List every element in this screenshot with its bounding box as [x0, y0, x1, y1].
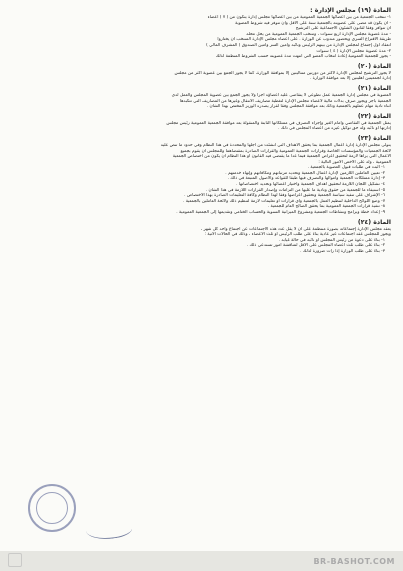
- article-22: [14, 113, 391, 132]
- watermark-text: BR-BASHOT.COM: [313, 557, 395, 566]
- list-item: ٣- إدارة ممتلكات الجمعية وأموالها والتصرف فيها طبقاً للقواعد والأصول المتبعة في ذلك .: [227, 176, 385, 182]
- article-19: [14, 7, 391, 60]
- article-heading: المادة (٢٣): [357, 134, 391, 142]
- article-23: [14, 135, 391, 216]
- list-item: ٦- الإشراف على تنفيذ سياسة الجمعية وتحقيق أغراضها وفقاً لهذا النظام وكافة التعليمات الصادرة بهذا الاختصاص .: [184, 193, 385, 199]
- list-item: ١- البت في طلبات قبول العضوية بالجمعية .: [307, 165, 385, 171]
- article-heading: المادة (٢١): [357, 84, 391, 92]
- article-24: [14, 219, 391, 255]
- text-line: الأعمال التي يراها لازمة لتحقيق أغراض الجمعية فيما عدا ما يقتضي فيه القانون أو هذا النظام أن يكون من اختصاص الجمعية: [172, 154, 391, 160]
- document-body: [14, 4, 391, 255]
- list-item: ٧- وضع اللوائح الداخلية لتنظيم العمل بالجمعية وأي قرارات أو تعليمات لازمة لتنظيم ذلك ولائحة العاملين بالجمعية .: [183, 198, 385, 204]
- text-line: يتولى مجلس الإدارة إدارة أعمال الجمعية بما يحقق الأهداف التي أنشئت من أجلها والمحددة في هذا النظام وفي حدود ما تنص عليه: [160, 142, 391, 148]
- article-20: [14, 63, 391, 82]
- text-line: ٢- مدة عضوية مجلس الإدارة ( ٤ ) سنوات: [316, 48, 391, 54]
- article-21: [14, 85, 391, 110]
- text-line: إدارة لجمعيتين أهليتين إلا بعد موافقة الوزارة .: [309, 76, 391, 82]
- list-item: ١- بناءً على دعوة من رئيس المجلس أو نائبه في حالة غيابه .: [278, 237, 385, 243]
- list-item: ٥- استيفاء ما للجمعية من حقوق وتأدية ما عليها من التزامات وإصدار القرارات اللازمة في هذا الشأن .: [205, 187, 385, 193]
- signature: [85, 517, 133, 542]
- official-stamp: [28, 484, 76, 532]
- list-item: ٢- تعيين العاملين اللازمين لإدارة أعمال الجمعية وتحديد مرتباتهم ومكافآتهم وإنهاء خدمتهم .: [225, 170, 385, 176]
- list-item: ٤- تشكيل اللجان اللازمة لتحقيق أهداف الجمعية واختيار أعضائها وتحديد اختصاصاتها .: [236, 182, 385, 188]
- text-line: إدارتها أو نائبه وله حق توكيل غيره من أعضاء المجلس في ذلك .: [278, 126, 391, 132]
- app-logo-icon: [8, 553, 22, 567]
- text-line: - مدة عضوية مجلس الإدارة أربع سنوات ، وتنتخب الجمعية العمومية من يحل محله: [246, 31, 391, 37]
- text-line: انعقاد أول إجتماع لمجلس الإدارة من بينهم الرئيس ونائبه وأمين السر وأمين الصندوق ( المشرف المالي ): [206, 42, 391, 48]
- text-line: ١- تنتخب الجمعية من بين أعضائها الجمعية العمومية من بين أعضائها مجلس إدارة يتكون من ( ٧ ) أعضاء: [207, 15, 391, 20]
- text-line: يمثل الجمعية في التقاضي وأمام الغير وإجراء التصرف في ممتلكاتها الثابتة والمنقولة بعد موافقة الجمعية العمومية رئيس مجلس: [166, 120, 391, 126]
- list-item: ٣- بناءً على طلب الوزارة إذا رأت ضرورة لذلك .: [300, 249, 385, 254]
- text-line: العضوية في مجلس إدارة الجمعية عمل تطوعي لا يتقاضى عليه أعضاؤه أجراً ولا يجوز الجمع بين عضوية المجلس والعمل لدى: [171, 92, 391, 98]
- list-item: ٢- بناءً على طلب ثلث أعضاء المجلس على الأقل لمناقشة أمور تستدعي ذلك .: [246, 243, 385, 249]
- text-line: ويجوز للمجلس عقد اجتماعات غير عادية بناءً على طلب الرئيس أو ثلث الأعضاء ، وذلك في الحالات الآتية :: [204, 232, 391, 238]
- text-line: لائحة الجمعيات والمؤسسات الخاصة وقرارات الجمعية العمومية والقرارات الصادرة بمقتضاهما وللمجلس أن يقوم بجميع: [180, 148, 391, 154]
- text-line: أثناء تأدية مهام عملهم بالجمعية وذلك بعد موافقة المجلس وفقاً لقرار يصدره الوزير المختص بهذا الشأن .: [206, 104, 391, 110]
- text-line: يعقد مجلس الإدارة إجتماعاته بصورة منتظمة على أن لا يقل عدد هذه الاجتماعات عن اجتماع واحد كل شهر ،: [200, 226, 391, 232]
- text-line: أن تتوافر وفقاً لقانون الشئون الاجتماعية على الترشيح: [295, 26, 391, 32]
- text-line: - يجوز للجمعية العمومية إعادة انتخاب العضو التي انتهت مدة عضويته حسب الشروط المنظمة لذلك: [215, 54, 391, 60]
- list-item: ٨- تنفيذ قرارات الجمعية العمومية بما يحقق الصالح العام للجمعية .: [267, 204, 385, 210]
- article-heading: المادة (٢٢): [357, 112, 391, 120]
- article-heading: المادة (٢٤): [357, 218, 391, 226]
- text-line: العمومية ، وله على الأخص الأمور التالية :: [318, 159, 391, 165]
- article-heading: المادة (١٩) مجلس الإدارة :: [310, 7, 391, 14]
- article-heading: المادة (٢٠): [357, 62, 391, 70]
- text-line: لا يجوز الترشيح لمجلس الإدارة لأكثر من دورتين متتاليتين إلا بموافقة الوزارة، كما لا يجوز الجمع بين عضوية أكثر من مجلس: [174, 70, 391, 76]
- list-item: ٩- إعداد خطة وبرامج ونشاطات الجمعية ومشروع الميزانية السنوية والحساب الختامي وتقديمها إلى الجمعية العمومية .: [176, 210, 385, 216]
- scan-bottom-strip: [0, 551, 403, 571]
- text-line: الجمعية بأجر ويجوز صرف بدلات مالية لأعضاء مجلس الإدارة لتغطية مصاريف الانتقال وغيرها من المصاريف التي تتكبدها: [179, 98, 391, 104]
- text-line: طريقة الاقتراع السري ويحضور مندوب عن الوزارة . على أعضاء مجلس الإدارة المنتخب أن يختاروا: [217, 37, 391, 43]
- text-line: - أن يكون قد مضى على عضويته بالجمعية سنة على الأقل وأن تتوفر فيه شروط العضوية: [235, 20, 391, 26]
